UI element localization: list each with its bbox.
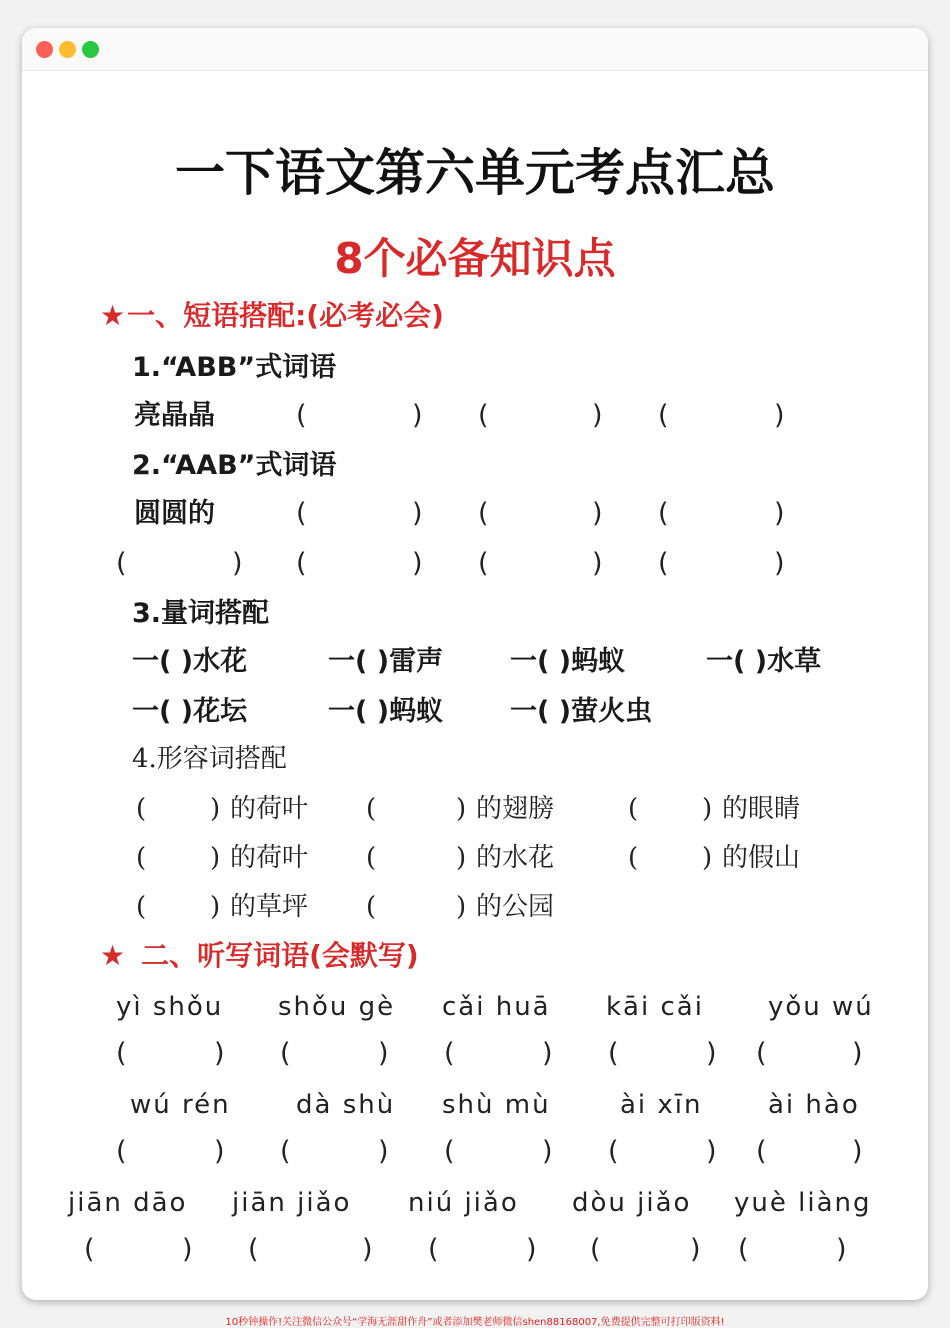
blank: (	[366, 892, 377, 922]
blank: (	[756, 1136, 767, 1167]
adjective-item: 的公园	[476, 892, 555, 922]
blank: )	[702, 794, 713, 824]
blank: (	[478, 400, 489, 431]
blank: (	[444, 1136, 455, 1167]
measure-item: 一( )萤火虫	[510, 696, 653, 727]
blank: (	[116, 1038, 127, 1069]
blank: (	[84, 1234, 95, 1265]
section2-heading	[100, 939, 419, 972]
section1-heading-text: 一、短语搭配:(必考必会)	[127, 299, 444, 332]
blank: )	[456, 794, 467, 824]
abb-title: 1.“ABB”式词语	[132, 352, 337, 383]
measure-item: 一( )花坛	[132, 696, 248, 727]
blank: )	[852, 1136, 863, 1167]
blank: (	[628, 794, 639, 824]
blank: )	[526, 1234, 537, 1265]
blank: )	[214, 1038, 225, 1069]
blank: )	[706, 1136, 717, 1167]
pinyin-item: kāi cǎi	[606, 992, 704, 1022]
pinyin-item: shǒu gè	[278, 992, 396, 1022]
adjective-item: 的水花	[476, 843, 555, 873]
star-icon: ★	[100, 939, 126, 972]
blank: (	[116, 548, 127, 579]
measure-item: 一( )水草	[706, 646, 822, 677]
pinyin-item: niú jiǎo	[408, 1188, 519, 1218]
blank: (	[608, 1038, 619, 1069]
blank: )	[182, 1234, 193, 1265]
aab-title: 2.“AAB”式词语	[132, 450, 337, 481]
measure-item: 一( )雷声	[328, 646, 444, 677]
title-bar	[22, 28, 928, 71]
blank: (	[296, 400, 307, 431]
pinyin-item: yǒu wú	[768, 992, 874, 1022]
blank: (	[296, 498, 307, 529]
blank: )	[210, 843, 221, 873]
blank: (	[136, 794, 147, 824]
aab-example: 圆圆的	[134, 498, 215, 529]
blank: (	[478, 548, 489, 579]
blank: )	[412, 548, 423, 579]
blank: (	[248, 1234, 259, 1265]
blank: )	[378, 1038, 389, 1069]
measure-item: 一( )蚂蚁	[510, 646, 626, 677]
blank: )	[412, 400, 423, 431]
measure-item: 一( )水花	[132, 646, 248, 677]
blank: (	[136, 892, 147, 922]
blank: (	[478, 498, 489, 529]
adjective-item: 的荷叶	[230, 794, 309, 824]
blank: )	[232, 548, 243, 579]
document-window	[22, 28, 928, 1300]
blank: )	[774, 548, 785, 579]
blank: (	[756, 1038, 767, 1069]
blank: (	[280, 1136, 291, 1167]
blank: (	[444, 1038, 455, 1069]
blank: )	[456, 892, 467, 922]
pinyin-item: cǎi huā	[442, 992, 551, 1022]
blank: )	[456, 843, 467, 873]
pinyin-item: dòu jiǎo	[572, 1188, 692, 1218]
blank: )	[690, 1234, 701, 1265]
blank: )	[210, 892, 221, 922]
blank: )	[412, 498, 423, 529]
blank: )	[836, 1234, 847, 1265]
adjective-item: 的草坪	[230, 892, 309, 922]
blank: )	[702, 843, 713, 873]
blank: )	[210, 794, 221, 824]
blank: (	[658, 548, 669, 579]
adjective-item: 的眼睛	[722, 794, 801, 824]
blank: (	[366, 843, 377, 873]
page-title: 一下语文第六单元考点汇总	[175, 143, 775, 202]
blank: )	[706, 1038, 717, 1069]
minimize-dot-icon[interactable]	[59, 41, 76, 58]
blank: (	[628, 843, 639, 873]
blank: (	[608, 1136, 619, 1167]
blank: )	[592, 400, 603, 431]
blank: )	[362, 1234, 373, 1265]
measure-item: 一( )蚂蚁	[328, 696, 444, 727]
pinyin-item: yì shǒu	[116, 992, 224, 1022]
pinyin-item: jiān dāo	[68, 1188, 188, 1218]
blank: )	[542, 1038, 553, 1069]
pinyin-item: jiān jiǎo	[232, 1188, 352, 1218]
pinyin-item: ài hào	[768, 1090, 860, 1120]
blank: )	[592, 498, 603, 529]
footer-note: 10秒钟操作!关注微信公众号“学海无涯甜作舟”或者添加樊老师微信shen88168007,免费提供完整可打印版资料!	[225, 1317, 725, 1328]
blank: )	[774, 400, 785, 431]
measure-word-title: 3.量词搭配	[132, 598, 270, 629]
adjective-item: 的翅膀	[476, 794, 555, 824]
pinyin-item: ài xīn	[620, 1090, 703, 1120]
blank: )	[592, 548, 603, 579]
page-subtitle: 8个必备知识点	[334, 234, 616, 283]
blank: (	[280, 1038, 291, 1069]
adjective-item: 的荷叶	[230, 843, 309, 873]
close-dot-icon[interactable]	[36, 41, 53, 58]
blank: (	[116, 1136, 127, 1167]
blank: (	[738, 1234, 749, 1265]
blank: )	[378, 1136, 389, 1167]
blank: )	[542, 1136, 553, 1167]
maximize-dot-icon[interactable]	[82, 41, 99, 58]
pinyin-item: yuè liàng	[734, 1188, 872, 1218]
blank: (	[658, 400, 669, 431]
section1-heading	[100, 299, 444, 332]
pinyin-item: dà shù	[296, 1090, 396, 1120]
blank: (	[136, 843, 147, 873]
blank: )	[774, 498, 785, 529]
pinyin-item: shù mù	[442, 1090, 551, 1120]
star-icon: ★	[100, 299, 126, 332]
blank: (	[366, 794, 377, 824]
blank: (	[658, 498, 669, 529]
pinyin-item: wú rén	[130, 1090, 231, 1120]
blank: )	[852, 1038, 863, 1069]
adjective-title: 4.形容词搭配	[132, 744, 287, 774]
blank: (	[296, 548, 307, 579]
blank: )	[214, 1136, 225, 1167]
adjective-item: 的假山	[722, 843, 801, 873]
abb-example: 亮晶晶	[134, 400, 215, 431]
blank: (	[590, 1234, 601, 1265]
section2-heading-text: 二、听写词语(会默写)	[141, 939, 419, 972]
blank: (	[428, 1234, 439, 1265]
